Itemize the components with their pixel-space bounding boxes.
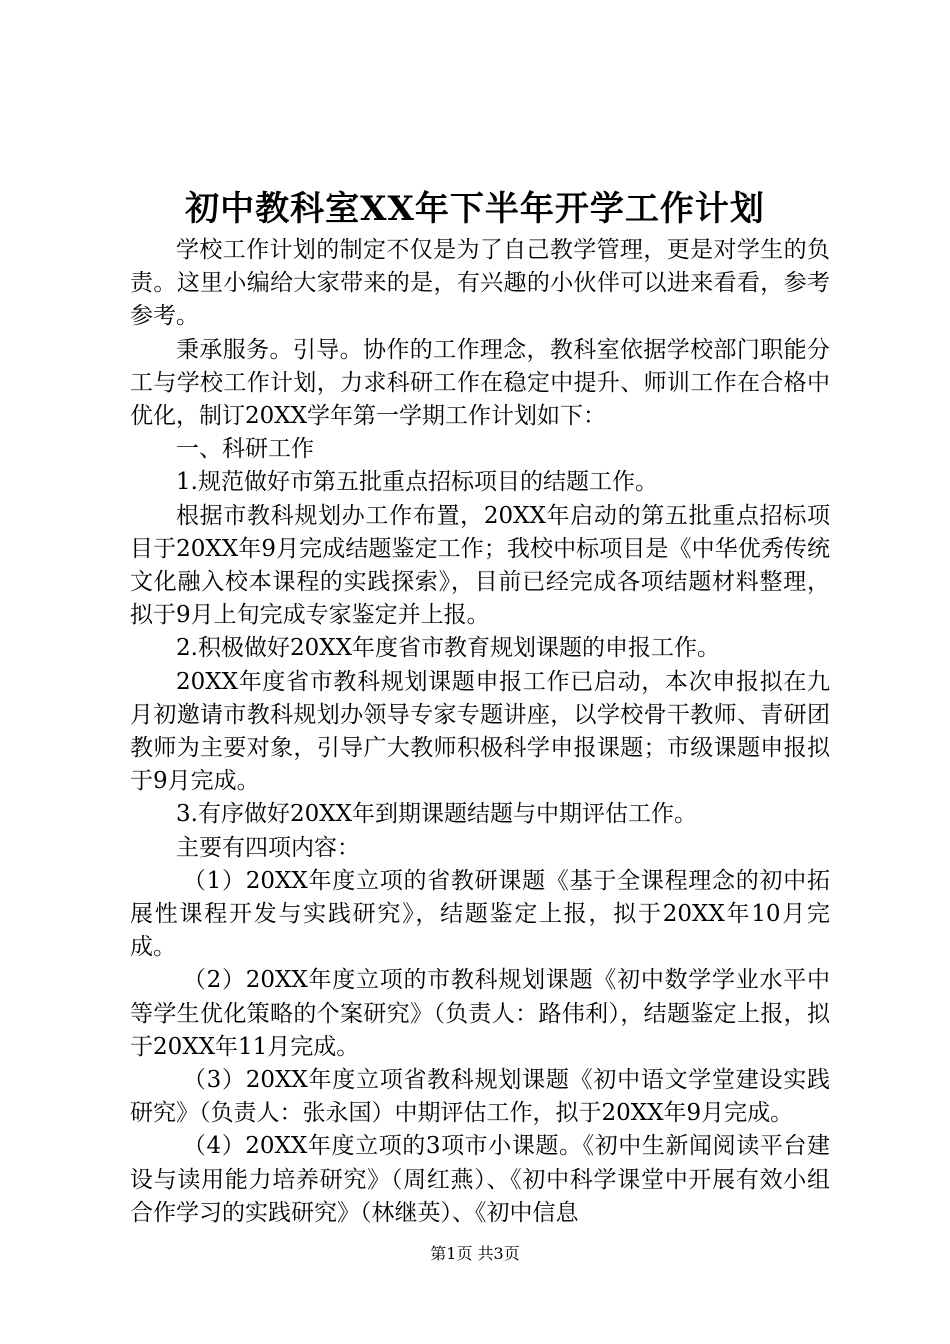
subheading-3: 3.有序做好20XX年到期课题结题与中期评估工作。 — [176, 801, 697, 828]
page-footer: 第1页 共3页 — [430, 1244, 520, 1263]
list-item-2: （2）20XX年度立项的市教科规划课题《初中数学学业水平中等学生优化策略的个案研究》（负责人：路伟利），结题鉴定上报，拟于20XX年11月完成。 — [130, 967, 830, 1060]
list-item-4: （4）20XX年度立项的3项市小课题。《初中生新闻阅读平台建设与读用能力培养研究》（周红燕）、《初中科学课堂中开展有效小组合作学习的实践研究》（林继英）、《初中信息 — [130, 1133, 830, 1226]
subheading-1: 1.规范做好市第五批重点招标项目的结题工作。 — [176, 469, 658, 496]
paragraph-1-detail: 根据市教科规划办工作布置，20XX年启动的第五批重点招标项目于20XX年9月完成结题鉴定工作；我校中标项目是《中华优秀传统文化融入校本课程的实践探索》，目前已经完成各项结题材料整理，拟于9月上旬完成专家鉴定并上报。 — [130, 502, 830, 629]
document-title: 初中教科室XX年下半年开学工作计划 — [185, 189, 765, 229]
paragraph-principle: 秉承服务。引导。协作的工作理念，教科室依据学校部门职能分工与学校工作计划，力求科研工作在稳定中提升、师训工作在合格中优化，制订20XX学年第一学期工作计划如下： — [130, 336, 830, 430]
paragraph-intro: 学校工作计划的制定不仅是为了自己教学管理，更是对学生的负责。这里小编给大家带来的是，有兴趣的小伙伴可以进来看看，参考参考。 — [130, 237, 830, 330]
paragraph-3-intro: 主要有四项内容： — [176, 834, 360, 861]
subheading-2: 2.积极做好20XX年度省市教育规划课题的申报工作。 — [176, 635, 720, 662]
paragraph-2-detail: 20XX年度省市教科规划课题申报工作已启动，本次申报拟在九月初邀请市教科规划办领导专家专题讲座，以学校骨干教师、青研团教师为主要对象，引导广大教师积极科学申报课题；市级课题申报拟于9月完成。 — [130, 668, 830, 795]
list-item-3: （3）20XX年度立项省教科规划课题《初中语文学堂建设实践研究》（负责人：张永国）中期评估工作，拟于20XX年9月完成。 — [130, 1067, 830, 1127]
list-item-1: （1）20XX年度立项的省教研课题《基于全课程理念的初中拓展性课程开发与实践研究》，结题鉴定上报，拟于20XX年10月完成。 — [130, 867, 830, 961]
section-heading-research: 一、科研工作 — [176, 436, 314, 463]
document-body — [130, 234, 830, 1230]
